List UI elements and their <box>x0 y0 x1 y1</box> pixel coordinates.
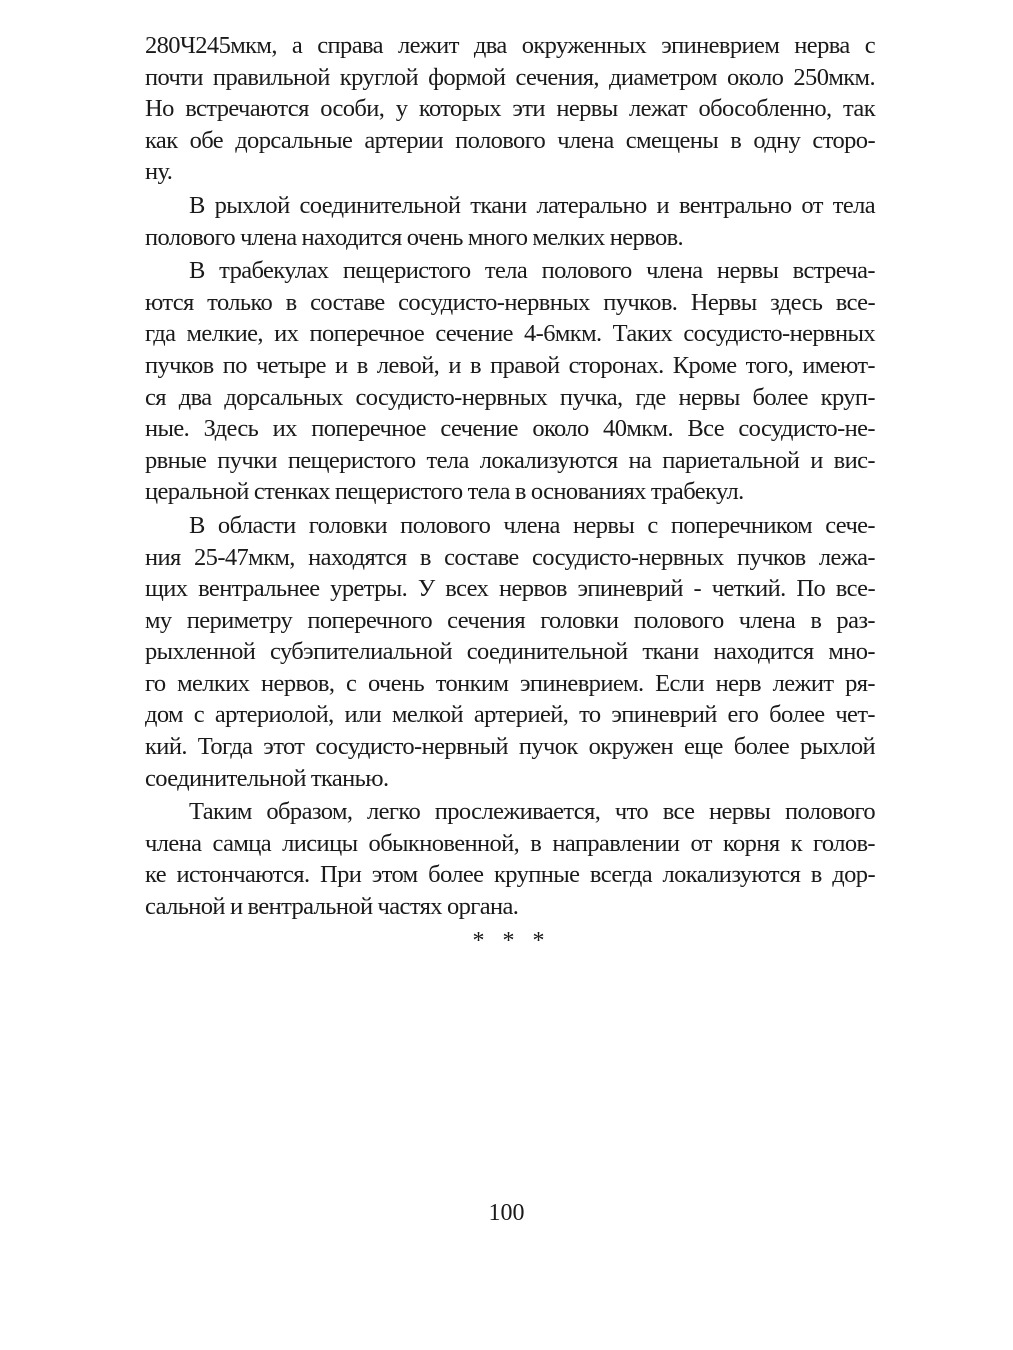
text-line: му периметру поперечного сечения головки полового члена в раз- <box>145 606 875 634</box>
text-line: как обе дорсальные артерии полового члена смещены в одну сторо- <box>145 126 875 154</box>
paragraph-5 <box>145 796 875 922</box>
text-line: ке истончаются. При этом более крупные всегда локализуются в дор- <box>145 861 875 889</box>
text-line: ные. Здесь их поперечное сечение около 40мкм. Все сосудисто-не- <box>145 415 875 443</box>
text-line: соединительной тканью. <box>145 764 389 792</box>
text-line: Но встречаются особи, у которых эти нервы лежат обособленно, так <box>145 95 875 123</box>
text-line: ся два дорсальных сосудисто-нервных пучка, где нервы более круп- <box>145 383 875 411</box>
paragraph-1 <box>145 30 875 188</box>
section-divider: * * * <box>472 928 551 954</box>
text-line: кий. Тогда этот сосудисто-нервный пучок окружен еще более рыхлой <box>145 733 875 761</box>
paragraph-2 <box>145 190 875 253</box>
text-line: ния 25-47мкм, находятся в составе сосудисто-нервных пучков лежа- <box>145 543 875 571</box>
text-line: полового члена находится очень много мелких нервов. <box>145 223 684 251</box>
text-line: В области головки полового члена нервы с поперечником сече- <box>189 511 875 539</box>
text-line: сальной и вентральной частях органа. <box>145 893 519 921</box>
text-line: 280Ч245мкм, а справа лежит два окруженных эпиневрием нерва с <box>145 32 875 59</box>
text-line: ются только в составе сосудисто-нервных пучков. Нервы здесь все- <box>145 288 875 316</box>
text-line: В трабекулах пещеристого тела полового члена нервы встреча- <box>189 257 875 285</box>
text-line: В рыхлой соединительной ткани латерально и вентрально от тела <box>189 191 875 219</box>
text-line: почти правильной круглой формой сечения, диаметром около 250мкм. <box>145 63 875 91</box>
text-line: церальной стенках пещеристого тела в основаниях трабекул. <box>145 478 744 506</box>
text-line: го мелких нервов, с очень тонким эпиневрием. Если нерв лежит ря- <box>145 669 875 697</box>
paragraph-3 <box>145 255 875 508</box>
text-line: щих вентральнее уретры. У всех нервов эпиневрий - четкий. По все- <box>145 575 875 603</box>
text-line: пучков по четыре и в левой, и в правой сторонах. Кроме того, имеют- <box>145 351 875 379</box>
page-number: 100 <box>488 1200 525 1226</box>
text-line: рвные пучки пещеристого тела локализуются на париетальной и вис- <box>145 446 875 474</box>
text-line: члена самца лисицы обыкновенной, в направлении от корня к голов- <box>145 829 875 857</box>
body-text <box>145 30 875 925</box>
text-line: ну. <box>145 158 173 186</box>
text-line: рыхленной субэпителиальной соединительной ткани находится мно- <box>145 638 875 666</box>
text-line: дом с артериолой, или мелкой артерией, то эпиневрий его более чет- <box>145 701 875 729</box>
paragraph-4 <box>145 510 875 794</box>
text-line: Таким образом, легко прослеживается, что все нервы полового <box>189 798 875 826</box>
text-line: гда мелкие, их поперечное сечение 4-6мкм. Таких сосудисто-нервных <box>145 320 875 348</box>
